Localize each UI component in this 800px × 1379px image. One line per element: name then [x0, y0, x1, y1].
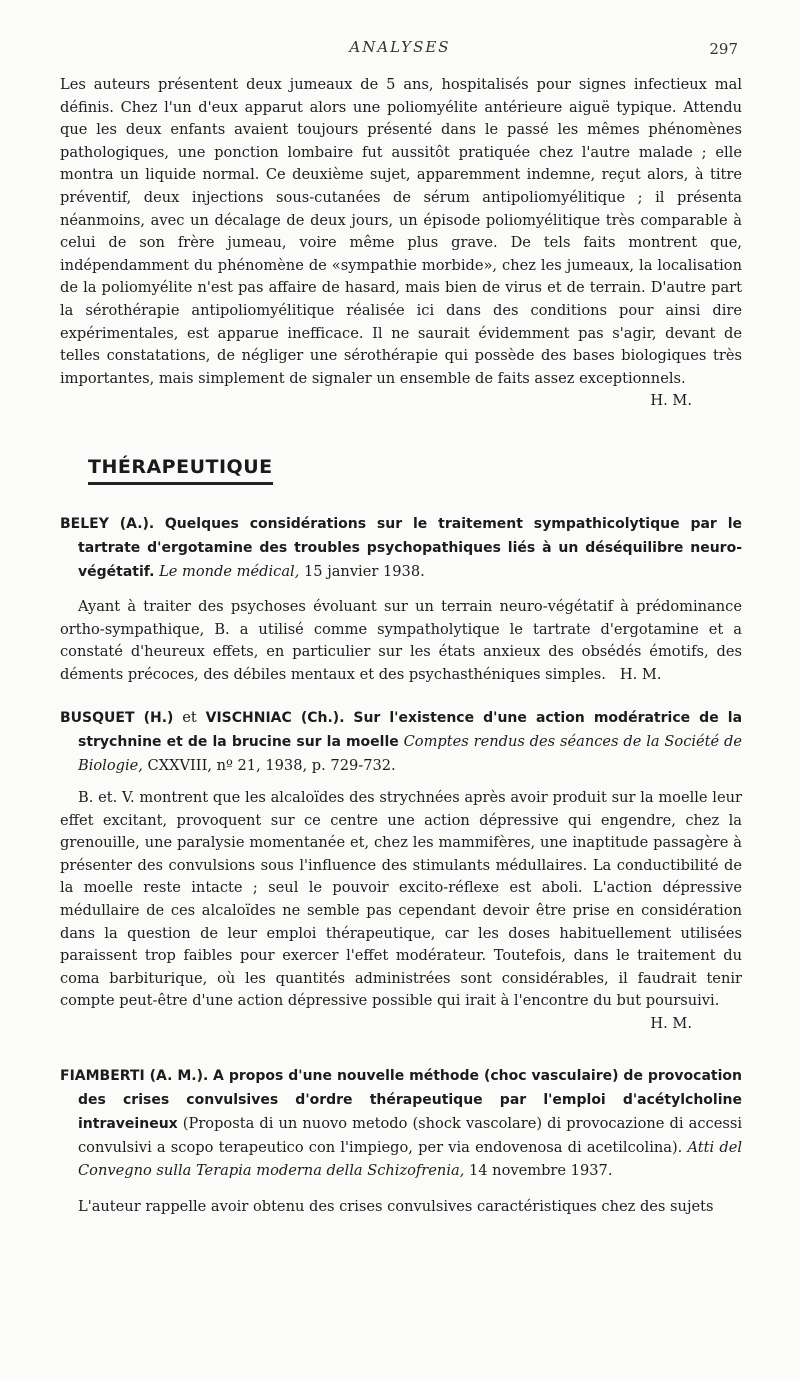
entry-abstract [60, 787, 742, 1032]
running-title: ANALYSES [349, 38, 451, 56]
section-heading: THÉRAPEUTIQUE [88, 456, 273, 485]
entry-author-conjunction: et [173, 709, 206, 726]
entry-abstract [60, 1196, 742, 1219]
entry-source: Le monde médical, [159, 563, 300, 580]
entry-body: B. et. V. montrent que les alcaloïdes des strychnées après avoir produit sur la moelle leur effet excitant, provoquent sur ce centre une action dépressive qui engendre, chez la grenouille, une paralysie momentanée et, chez les mammifères, une inaptitude passagère à présenter des convulsions sous l'influence des stimulants médullaires. La conductibilité de la moelle reste intacte ; seul le pouvoir excito-réflexe est aboli. L'action dépressive médullaire de ces alcaloïdes ne semble pas cependant devoir être prise en considération dans la question de leur emploi thérapeutique, car les doses habituellement utilisées paraissent trop faibles pour exercer l'effet modérateur. Toutefois, dans le traitement du coma barbiturique, où les quantités administrées sont considérables, il faudrait tenir compte peut-être d'une action dépressive possible qui irait à l'encontre du but poursuivi. [60, 789, 742, 1010]
entry-details: 14 novembre 1937. [464, 1162, 613, 1179]
entry-author-2: VISCHNIAC (Ch.). [205, 710, 345, 726]
entry-signature: H. M. [650, 1014, 692, 1032]
entry-busquet [60, 706, 742, 1036]
entry-heading [60, 706, 742, 777]
entry-author: FIAMBERTI (A. M.). [60, 1068, 209, 1084]
entry-details: 15 janvier 1938. [299, 563, 425, 580]
intro-text: Les auteurs présentent deux jumeaux de 5 ans, hospitalisés pour signes infectieux mal définis. Chez l'un d'eux apparut alors une poliomyélite antérieure aiguë typique. Attendu que les deux enfants avaient toujours présenté dans le passé les mêmes phénomènes pathologiques, une ponction lombaire fut aussitôt pratiquée chez l'autre malade ; elle montra un liquide normal. Ce deuxième sujet, apparemment indemne, reçut alors, à titre préventif, deux injections sous-cutanées de sérum antipoliomyélitique ; il présenta néanmoins, avec un décalage de deux jours, un épisode poliomyélitique très comparable à celui de son frère jumeau, voire même plus grave. De tels faits montrent que, indépendamment du phénomène de «sympathie morbide», chez les jumeaux, la localisation de la poliomyélite n'est pas affaire de hasard, mais bien de virus et de terrain. D'autre part la sérothérapie antipoliomyélitique réalisée ici dans des conditions pour ainsi dire expérimentales, est apparue inefficace. Il ne saurait évidemment pas s'agir, devant de telles constatations, de négliger une sérothérapie qui possède des bases biologiques très importantes, mais simplement de signaler un ensemble de faits assez exceptionnels. [60, 76, 742, 387]
entry-author: BUSQUET (H.) [60, 710, 174, 726]
entry-beley [60, 512, 742, 686]
intro-paragraph [60, 74, 742, 410]
entry-fiamberti [60, 1064, 742, 1219]
entry-body: L'auteur rappelle avoir obtenu des crises convulsives caractéristiques chez des sujets [78, 1198, 714, 1215]
entry-title: Quelques considérations sur le traitement sympathicolytique par le tartrate d'ergotamine des troubles psychopathiques liés à un déséquilibre neuro-végétatif. [78, 516, 742, 580]
entry-heading [60, 512, 742, 584]
entry-signature: H. M. [619, 665, 662, 683]
entry-translation: (Proposta di un nuovo metodo (shock vascolare) di provocazione di accessi convulsivi a scopo terapeutico con l'impiego, per via endovenosa di acetilcolina). [78, 1115, 742, 1156]
entry-source: Atti del Convegno sulla Terapia moderna della Schizofrenia, [78, 1139, 743, 1179]
entry-title: A propos d'une nouvelle méthode (choc vasculaire) de provocation des crises convulsives d'ordre thérapeutique par l'emploi d'acétylcholine intraveineux [78, 1068, 742, 1132]
entry-body: Ayant à traiter des psychoses évoluant sur un terrain neuro-végétatif à prédominance ortho-sympathique, B. a utilisé comme sympatholytique le tartrate d'ergotamine et a constaté d'heureux effets, en particulier sur les états anxieux des obsédés émotifs, des déments précoces, des débiles mentaux et des psychasthéniques simples. [60, 598, 742, 683]
intro-signature: H. M. [650, 392, 692, 410]
entry-author: BELEY (A.). [60, 516, 155, 532]
page-number: 297 [709, 40, 738, 58]
intro-block [60, 74, 742, 413]
entry-abstract [60, 596, 742, 686]
entry-title: Sur l'existence d'une action modératrice de la strychnine et de la brucine sur la moelle [78, 710, 743, 750]
entry-heading [60, 1064, 742, 1182]
entry-details: CXXVIII, nº 21, 1938, p. 729-732. [142, 757, 396, 774]
entry-source: Comptes rendus des séances de la Société de Biologie, [78, 733, 742, 774]
